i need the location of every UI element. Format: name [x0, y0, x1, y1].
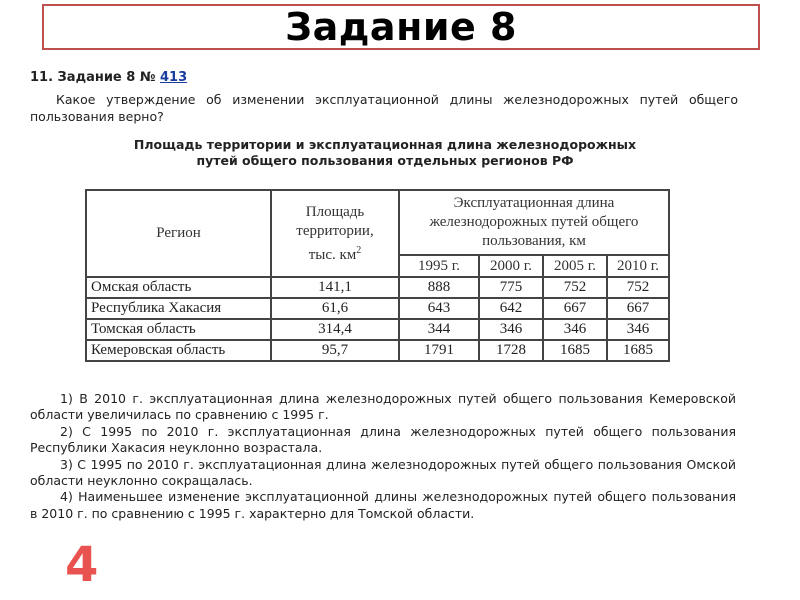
answer-options [30, 391, 736, 522]
cell-region: Омская область [86, 277, 271, 298]
header-area: Площадь территории, тыс. $км^2$ [271, 190, 399, 277]
cell-value: 346 [543, 319, 607, 340]
cell-value: 775 [479, 277, 543, 298]
task-header-prefix: 11. Задание 8 № [30, 70, 156, 85]
table-row [86, 340, 669, 361]
header-year-2005: 2005 г. [543, 255, 607, 277]
table-title-line-1: Площадь территории и эксплуатационная длина железнодорожных [133, 137, 637, 152]
slide-title: Задание 8 [285, 5, 517, 49]
data-table [85, 189, 670, 362]
table-row [86, 298, 669, 319]
cell-value: 1685 [607, 340, 669, 361]
header-year-1995: 1995 г. [399, 255, 479, 277]
answer-option-3: 3) С 1995 по 2010 г. эксплуатационная длина железнодорожных путей общего пользования Омской области неуклонно сокращалась. [30, 456, 736, 489]
table-row [86, 319, 669, 340]
answer-option-1: 1) В 2010 г. эксплуатационная длина железнодорожных путей общего пользования Кемеровской области увеличилась по сравнению с 1995 г. [30, 391, 736, 423]
answer-option-4: 4) Наименьшее изменение эксплуатационной длины железнодорожных путей общего пользования в 2010 г. по сравнению с 1995 г. характерно для Томской области. [30, 489, 736, 521]
task-header [30, 70, 738, 85]
task-content [30, 70, 738, 173]
answer-option-2: 2) С 1995 по 2010 г. эксплуатационная длина железнодорожных путей общего пользования Республики Хакасия неуклонно возрастала. [30, 423, 736, 456]
cell-value: 346 [479, 319, 543, 340]
cell-area: 141,1 [271, 277, 399, 298]
task-question: Какое утверждение об изменении эксплуатационной длины железнодорожных путей общего пользования верно? [30, 92, 738, 124]
cell-value: 752 [607, 277, 669, 298]
slide-title-box [42, 4, 760, 50]
cell-value: 643 [399, 298, 479, 319]
cell-area: 61,6 [271, 298, 399, 319]
cell-value: 1791 [399, 340, 479, 361]
header-year-2010: 2010 г. [607, 255, 669, 277]
cell-area: 95,7 [271, 340, 399, 361]
header-length: Эксплуатационная длина железнодорожных путей общего пользования, км [399, 190, 669, 255]
table-title-line-2: путей общего пользования отдельных регионов РФ [196, 153, 574, 168]
cell-value: 888 [399, 277, 479, 298]
cell-value: 667 [543, 298, 607, 319]
cell-value: 752 [543, 277, 607, 298]
header-region: Регион [86, 190, 271, 277]
table-row [86, 277, 669, 298]
task-link[interactable]: 413 [160, 70, 188, 85]
cell-value: 667 [607, 298, 669, 319]
cell-value: 642 [479, 298, 543, 319]
cell-region: Республика Хакасия [86, 298, 271, 319]
cell-region: Кемеровская область [86, 340, 271, 361]
correct-answer: 4 [65, 537, 99, 593]
cell-value: 1685 [543, 340, 607, 361]
cell-value: 1728 [479, 340, 543, 361]
cell-region: Томская область [86, 319, 271, 340]
header-year-2000: 2000 г. [479, 255, 543, 277]
cell-value: 344 [399, 319, 479, 340]
table-title [90, 137, 680, 169]
cell-area: 314,4 [271, 319, 399, 340]
cell-value: 346 [607, 319, 669, 340]
